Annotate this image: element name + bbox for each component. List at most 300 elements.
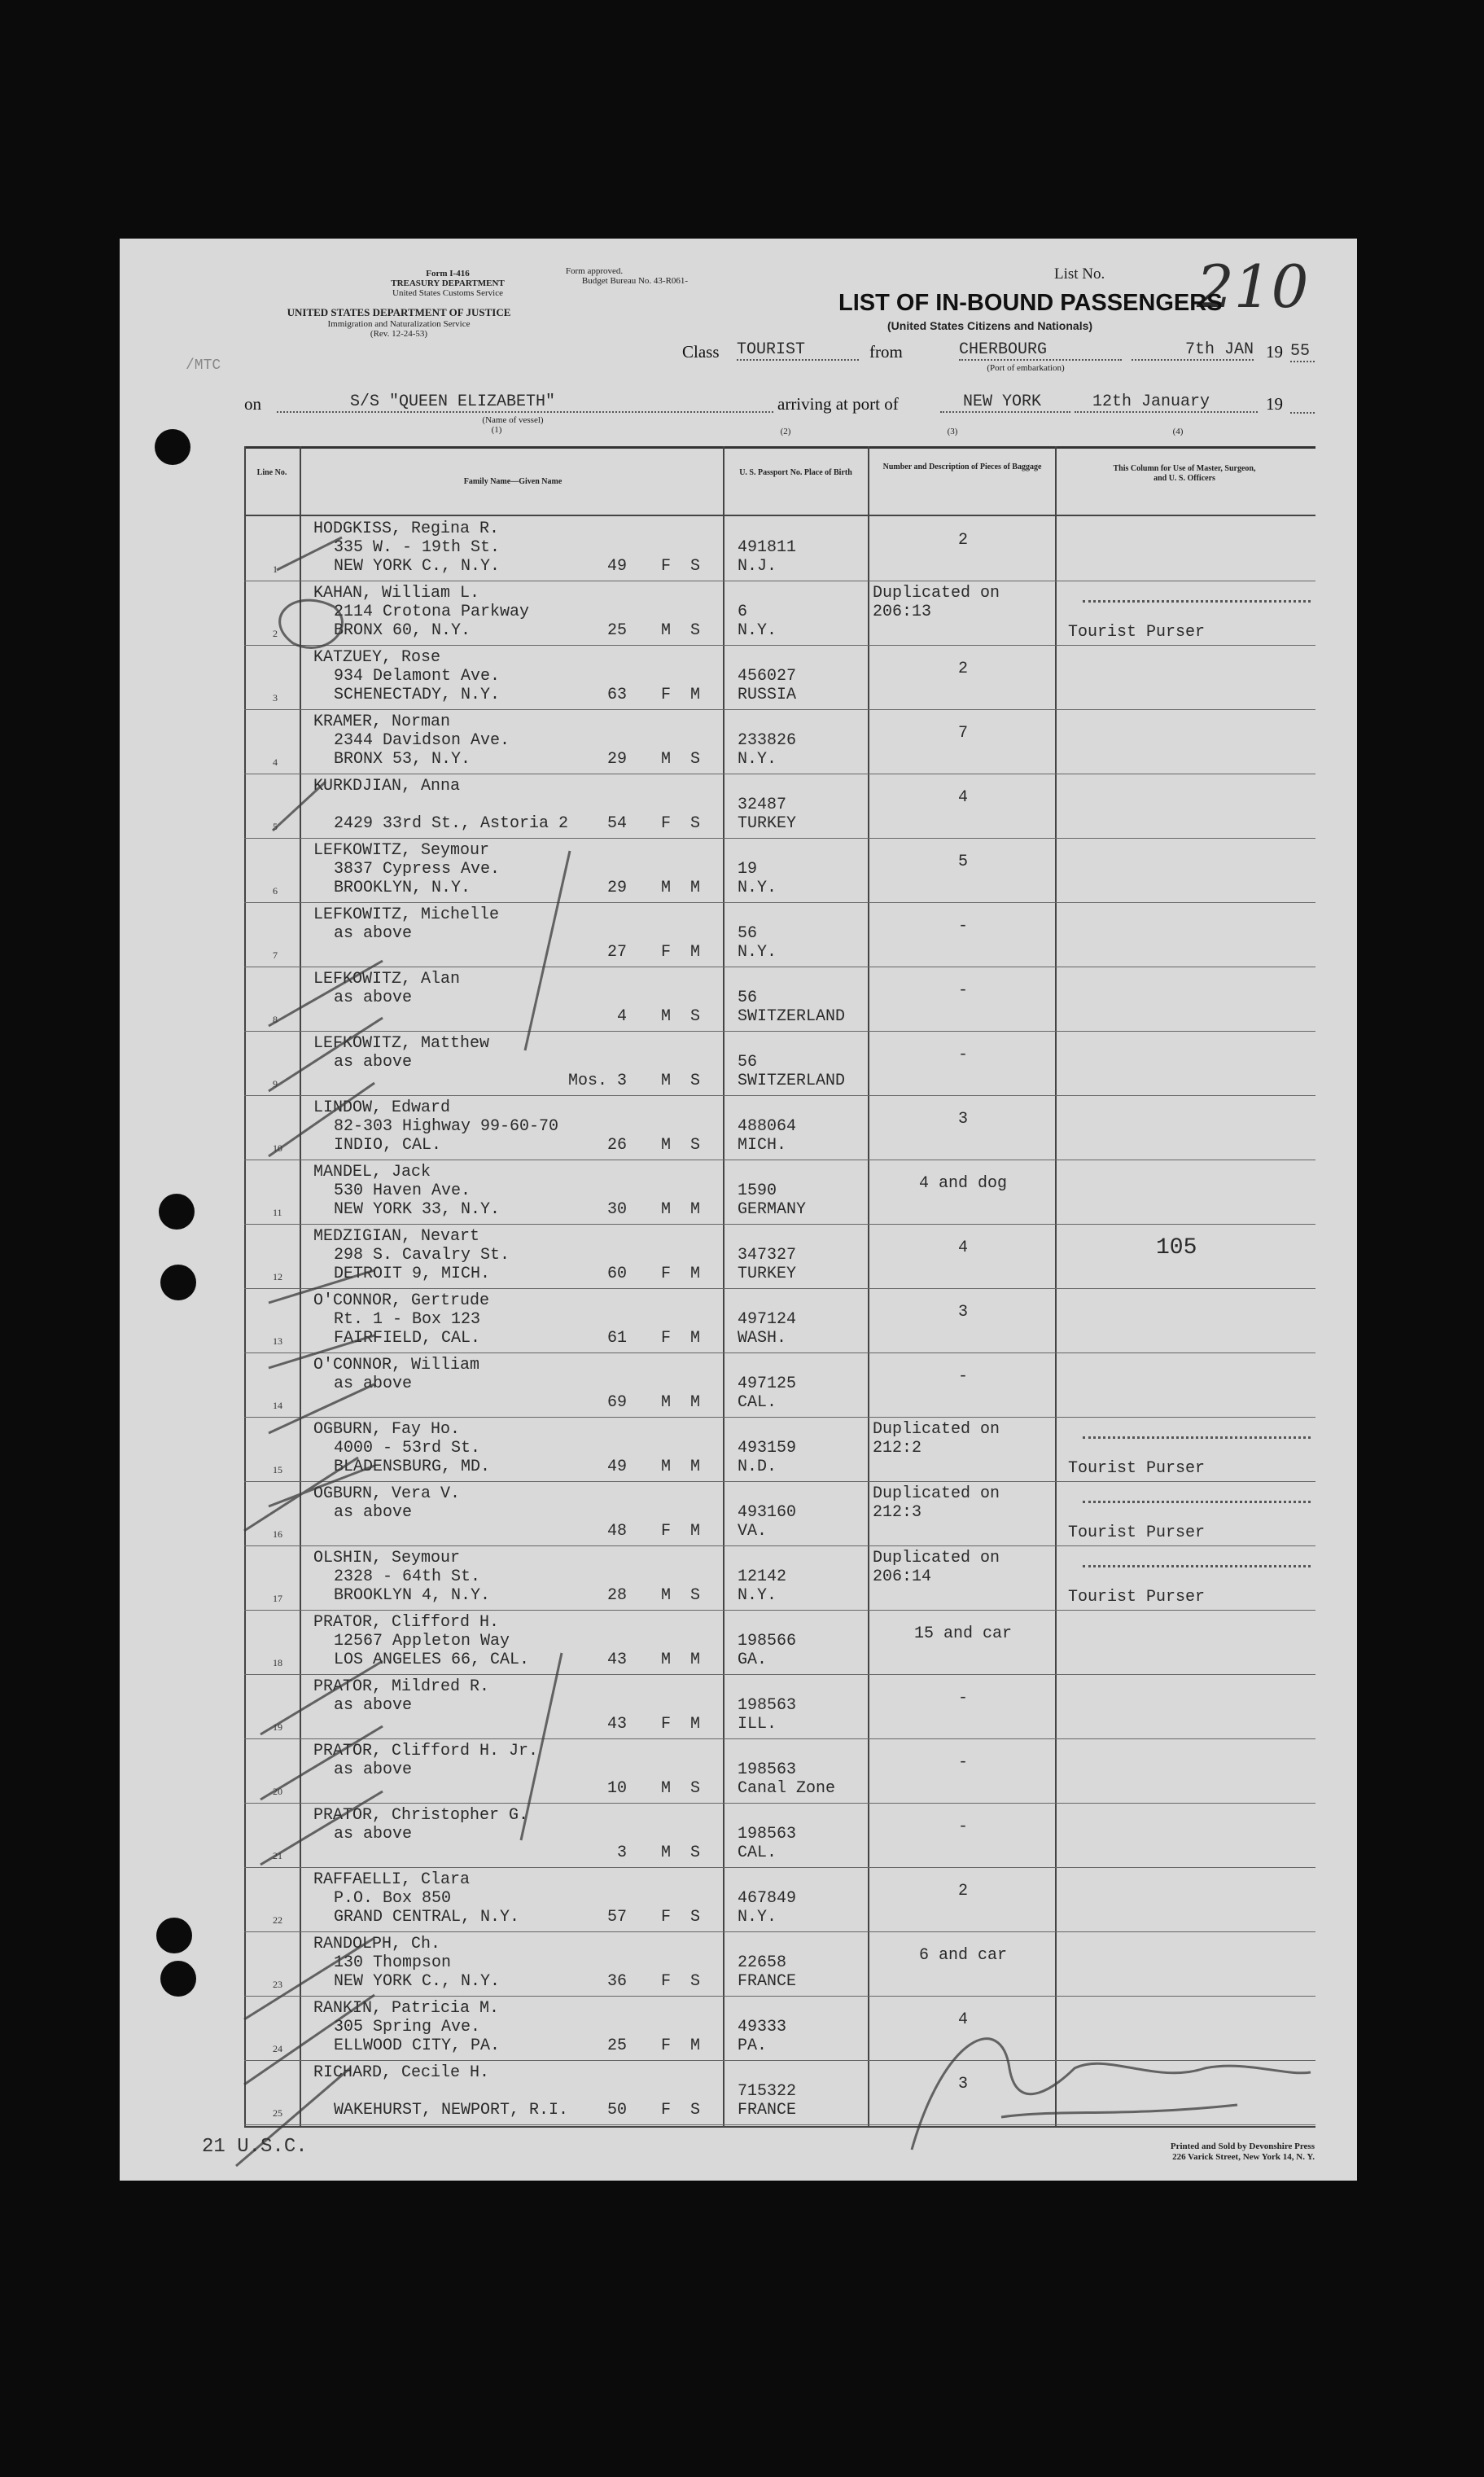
passport-number: 198563	[738, 1696, 797, 1715]
place-of-birth: N.Y.	[738, 750, 777, 769]
pencil-diagonal-stroke	[269, 961, 383, 1026]
pencil-diagonal-stroke	[269, 1466, 374, 1506]
baggage: 4	[957, 2010, 968, 2029]
pencil-diagonal-stroke	[269, 1384, 374, 1433]
ins-service: Immigration and Naturalization Service	[327, 319, 471, 329]
sex: M	[661, 879, 672, 897]
age: 3	[616, 1844, 627, 1862]
address-line-2: FAIRFIELD, CAL.	[334, 1329, 481, 1348]
budget-bureau: Budget Bureau No. 43-R061-	[581, 276, 689, 286]
marital-status: M	[690, 943, 701, 962]
officer-notation: Tourist Purser	[1068, 1459, 1206, 1478]
pencil-diagonal-stroke	[269, 1083, 374, 1156]
address-line-1: 82-303 Highway 99-60-70	[334, 1117, 559, 1136]
passport-number: 198566	[738, 1632, 797, 1651]
address-line-1: 530 Haven Ave.	[334, 1182, 471, 1200]
marital-status: M	[690, 1200, 701, 1219]
address-line-1: as above	[334, 924, 413, 943]
baggage: -	[957, 1046, 968, 1064]
passport-number: 56	[738, 924, 758, 943]
marital-status: M	[690, 1458, 701, 1476]
class-value: TOURIST	[737, 340, 859, 361]
age: 57	[606, 1908, 627, 1927]
address-line-1: Rt. 1 - Box 123	[334, 1310, 481, 1329]
sex: F	[661, 1329, 672, 1348]
pencil-diagonal-stroke	[269, 1018, 383, 1091]
age: 27	[606, 943, 627, 962]
address-line-2: SCHENECTADY, N.Y.	[334, 686, 501, 704]
marital-status: S	[690, 1586, 701, 1605]
marital-status: S	[690, 1007, 701, 1026]
place-of-birth: N.D.	[738, 1458, 777, 1476]
sex: M	[661, 1072, 672, 1090]
place-of-birth: N.Y.	[738, 943, 777, 962]
officer-notation: Tourist Purser	[1068, 1523, 1206, 1542]
marital-status: S	[690, 557, 701, 576]
line-number: 15	[273, 1464, 282, 1475]
passenger-name: RAFFAELLI, Clara	[313, 1870, 471, 1889]
address-line-2: ELLWOOD CITY, PA.	[334, 2036, 501, 2055]
marital-status: M	[690, 2036, 701, 2055]
passport-number: 1590	[738, 1182, 777, 1200]
passenger-name: LINDOW, Edward	[313, 1098, 451, 1117]
arrival-port: NEW YORK	[940, 392, 1070, 413]
age: 69	[606, 1393, 627, 1412]
marital-status: S	[690, 621, 701, 640]
line-number: 22	[273, 1914, 282, 1926]
address-line-2: 2429 33rd St., Astoria 2	[334, 814, 569, 833]
line-number: 9	[273, 1078, 278, 1089]
passport-number: 715322	[738, 2082, 797, 2101]
passport-number: 488064	[738, 1117, 797, 1136]
sex: M	[661, 621, 672, 640]
line-number: 20	[273, 1786, 282, 1797]
passenger-name: PRATOR, Clifford H.	[313, 1613, 500, 1632]
address-line-1: 2114 Crotona Parkway	[334, 603, 530, 621]
place-of-birth: N.Y.	[738, 1908, 777, 1927]
age: 10	[606, 1779, 627, 1798]
passenger-name: LEFKOWITZ, Seymour	[313, 841, 490, 860]
sex: M	[661, 1393, 672, 1412]
place-of-birth: GA.	[738, 1651, 768, 1669]
column-number-2: (2)	[780, 427, 791, 436]
place-of-birth: RUSSIA	[738, 686, 797, 704]
baggage: -	[957, 1817, 968, 1836]
age: 54	[606, 814, 627, 833]
place-of-birth: N.J.	[738, 557, 777, 576]
passenger-name: LEFKOWITZ, Matthew	[313, 1034, 490, 1053]
place-of-birth: VA.	[738, 1522, 768, 1541]
officer-notation: Tourist Purser	[1068, 1588, 1206, 1607]
age: 29	[606, 750, 627, 769]
passport-number: 49333	[738, 2018, 787, 2036]
address-line-1: 305 Spring Ave.	[334, 2018, 481, 2036]
marital-status: M	[690, 1265, 701, 1283]
passenger-name: O'CONNOR, William	[313, 1356, 480, 1374]
address-line-2: BRONX 53, N.Y.	[334, 750, 471, 769]
baggage: -	[957, 1689, 968, 1708]
passenger-name: RANKIN, Patricia M.	[313, 1999, 500, 2018]
line-number: 25	[273, 2107, 282, 2119]
vessel-caption: (Name of vessel)	[482, 415, 544, 425]
line-number: 18	[273, 1657, 282, 1668]
from-label: from	[869, 342, 903, 362]
footer-statute: 21 U.S.C.	[202, 2136, 308, 2158]
pencil-diagonal-stroke	[525, 851, 570, 1050]
line-number: 19	[273, 1721, 282, 1733]
column-number-3: (3)	[947, 427, 958, 436]
treasury-department: TREASURY DEPARTMENT	[391, 278, 505, 288]
place-of-birth: SWITZERLAND	[738, 1007, 846, 1026]
passenger-name: KURKDJIAN, Anna	[313, 777, 461, 796]
age: 63	[606, 686, 627, 704]
sex: F	[661, 2101, 672, 2120]
baggage: 2	[957, 660, 968, 678]
sex: F	[661, 557, 672, 576]
line-number: 2	[273, 628, 278, 639]
baggage: 3	[957, 1110, 968, 1129]
passenger-name: RICHARD, Cecile H.	[313, 2063, 490, 2082]
passenger-name: OLSHIN, Seymour	[313, 1549, 461, 1567]
printer-line-2: 226 Varick Street, New York 14, N. Y.	[1172, 2152, 1315, 2162]
place-of-birth: PA.	[738, 2036, 768, 2055]
passenger-name: PRATOR, Mildred R.	[313, 1677, 490, 1696]
passport-number: 493160	[738, 1503, 797, 1522]
marital-status: S	[690, 1072, 701, 1090]
place-of-birth: FRANCE	[738, 1972, 797, 1991]
baggage: Duplicated on 206:13	[873, 584, 1000, 621]
address-line-1: 3837 Cypress Ave.	[334, 860, 501, 879]
baggage: 6 and car	[918, 1946, 1008, 1965]
year-prefix-arrival: 19	[1266, 394, 1283, 414]
baggage: -	[957, 981, 968, 1000]
baggage: -	[957, 1367, 968, 1386]
age: 43	[606, 1715, 627, 1734]
place-of-birth: WASH.	[738, 1329, 787, 1348]
line-number: 7	[273, 949, 278, 961]
margin-note: /MTC	[186, 357, 221, 374]
place-of-birth: TURKEY	[738, 1265, 797, 1283]
address-line-1: 2344 Davidson Ave.	[334, 731, 510, 750]
marital-status: M	[690, 1522, 701, 1541]
passport-number: 467849	[738, 1889, 797, 1908]
address-line-1: as above	[334, 1825, 413, 1844]
address-line-1: as above	[334, 1760, 413, 1779]
passport-number: 347327	[738, 1246, 797, 1265]
baggage: 4	[957, 788, 968, 807]
line-number: 23	[273, 1979, 282, 1990]
sex: F	[661, 2036, 672, 2055]
age: 43	[606, 1651, 627, 1669]
address-line-1: as above	[334, 1696, 413, 1715]
age: 28	[606, 1586, 627, 1605]
address-line-2: LOS ANGELES 66, CAL.	[334, 1651, 530, 1669]
marital-status: M	[690, 879, 701, 897]
address-line-1: as above	[334, 1374, 413, 1393]
line-number: 5	[273, 821, 278, 832]
marital-status: S	[690, 1136, 701, 1155]
address-line-2: NEW YORK C., N.Y.	[334, 1972, 501, 1991]
passenger-name: HODGKISS, Regina R.	[313, 520, 500, 538]
passport-number: 6	[738, 603, 748, 621]
age: 48	[606, 1522, 627, 1541]
sex: F	[661, 1972, 672, 1991]
baggage-header: Number and Description of Pieces of Baggage	[882, 463, 1042, 471]
address-line-2: DETROIT 9, MICH.	[334, 1265, 491, 1283]
baggage: Duplicated on 206:14	[873, 1549, 1000, 1586]
column-number-4: (4)	[1172, 427, 1184, 436]
passport-number: 491811	[738, 538, 797, 557]
line-number: 6	[273, 885, 278, 897]
line-number: 17	[273, 1593, 282, 1604]
pencil-diagonal-stroke	[269, 1335, 374, 1368]
marital-status: S	[690, 2101, 701, 2120]
form-number: Form I-416	[426, 269, 470, 278]
arriving-label: arriving at port of	[777, 394, 899, 414]
address-line-1: as above	[334, 989, 413, 1007]
marital-status: M	[690, 1715, 701, 1734]
pencil-diagonal-stroke	[260, 1791, 383, 1865]
sex: M	[661, 1458, 672, 1476]
baggage: 15 and car	[913, 1624, 1013, 1643]
on-label: on	[244, 394, 261, 414]
line-number: 14	[273, 1400, 282, 1411]
marital-status: S	[690, 1908, 701, 1927]
passenger-name: LEFKOWITZ, Michelle	[313, 905, 500, 924]
age: 50	[606, 2101, 627, 2120]
line-number: 16	[273, 1528, 282, 1540]
address-line-1: 298 S. Cavalry St.	[334, 1246, 510, 1265]
sex: M	[661, 1136, 672, 1155]
passport-number: 19	[738, 860, 758, 879]
pencil-diagonal-stroke	[244, 1458, 358, 1531]
sex: M	[661, 1586, 672, 1605]
officer-notation: 105	[1156, 1235, 1197, 1260]
passenger-name: O'CONNOR, Gertrude	[313, 1291, 490, 1310]
baggage: 3	[957, 1303, 968, 1322]
embarkation-date: 7th JAN	[1132, 340, 1254, 361]
baggage: 4	[957, 1238, 968, 1257]
address-line-1: 12567 Appleton Way	[334, 1632, 510, 1651]
place-of-birth: FRANCE	[738, 2101, 797, 2120]
passport-number: 198563	[738, 1825, 797, 1844]
age: 25	[606, 2036, 627, 2055]
inspector-signature	[912, 2039, 1311, 2150]
port-caption: (Port of embarkation)	[987, 363, 1065, 373]
marital-status: S	[690, 1972, 701, 1991]
age: 60	[606, 1265, 627, 1283]
marital-status: M	[690, 1329, 701, 1348]
marital-status: S	[690, 750, 701, 769]
passenger-name: MEDZIGIAN, Nevart	[313, 1227, 480, 1246]
form-subtitle: (United States Citizens and Nationals)	[887, 319, 1093, 332]
place-of-birth: N.Y.	[738, 621, 777, 640]
passenger-name: OGBURN, Vera V.	[313, 1484, 461, 1503]
passport-number: 456027	[738, 667, 797, 686]
justice-department: UNITED STATES DEPARTMENT OF JUSTICE	[287, 306, 511, 318]
address-line-2: BLADENSBURG, MD.	[334, 1458, 491, 1476]
passport-number: 12142	[738, 1567, 787, 1586]
passport-number: 497124	[738, 1310, 797, 1329]
passport-number: 493159	[738, 1439, 797, 1458]
officer-notation: Tourist Purser	[1068, 623, 1206, 642]
line-number: 3	[273, 692, 278, 704]
age: 4	[616, 1007, 627, 1026]
sex: M	[661, 1651, 672, 1669]
officers-header: This Column for Use of Master, Surgeon, and U. S. Officers	[1113, 464, 1256, 483]
place-of-birth: N.Y.	[738, 879, 777, 897]
age: Mos. 3	[567, 1072, 627, 1090]
marital-status: M	[690, 1393, 701, 1412]
arrival-date: 12th January	[1075, 392, 1258, 413]
sex: M	[661, 1007, 672, 1026]
place-of-birth: MICH.	[738, 1136, 787, 1155]
sex: F	[661, 1265, 672, 1283]
age: 25	[606, 621, 627, 640]
column-number-1: (1)	[491, 425, 502, 435]
place-of-birth: CAL.	[738, 1844, 777, 1862]
sex: M	[661, 1200, 672, 1219]
passenger-name: KRAMER, Norman	[313, 712, 451, 731]
form-title: LIST OF IN-BOUND PASSENGERS	[838, 290, 1223, 316]
sex: M	[661, 1779, 672, 1798]
sex: F	[661, 1715, 672, 1734]
embarkation-year: 55	[1290, 342, 1315, 362]
age: 36	[606, 1972, 627, 1991]
baggage: 4 and dog	[918, 1174, 1008, 1193]
line-number: 13	[273, 1335, 282, 1347]
address-line-2: GRAND CENTRAL, N.Y.	[334, 1908, 520, 1927]
line-number: 11	[273, 1207, 282, 1218]
passenger-name: PRATOR, Christopher G.	[313, 1806, 529, 1825]
line-number: 24	[273, 2043, 282, 2054]
passenger-name: LEFKOWITZ, Alan	[313, 970, 461, 989]
address-line-1: 4000 - 53rd St.	[334, 1439, 481, 1458]
address-line-1: P.O. Box 850	[334, 1889, 452, 1908]
passport-number: 56	[738, 989, 758, 1007]
pencil-check-mark	[273, 782, 326, 831]
address-line-2: INDIO, CAL.	[334, 1136, 442, 1155]
age: 49	[606, 1458, 627, 1476]
address-line-2: NEW YORK 33, N.Y.	[334, 1200, 501, 1219]
passport-number: 198563	[738, 1760, 797, 1779]
family-name-header: Family Name—Given Name	[463, 477, 563, 486]
form-approved: Form approved.	[565, 266, 624, 276]
passport-number: 22658	[738, 1953, 787, 1972]
sex: F	[661, 1522, 672, 1541]
pencil-diagonal-stroke	[260, 1661, 383, 1734]
address-line-1: 2328 - 64th St.	[334, 1567, 481, 1586]
sex: F	[661, 686, 672, 704]
address-line-1: as above	[334, 1053, 413, 1072]
line-number: 10	[273, 1142, 282, 1154]
age: 49	[606, 557, 627, 576]
customs-service: United States Customs Service	[392, 288, 503, 298]
pencil-check-mark	[277, 537, 342, 570]
passport-number: 497125	[738, 1374, 797, 1393]
baggage: 5	[957, 853, 968, 871]
sex: F	[661, 943, 672, 962]
place-of-birth: Canal Zone	[738, 1779, 836, 1798]
address-line-2: NEW YORK C., N.Y.	[334, 557, 501, 576]
age: 29	[606, 879, 627, 897]
marital-status: S	[690, 1844, 701, 1862]
address-line-2: BROOKLYN, N.Y.	[334, 879, 471, 897]
passport-number: 233826	[738, 731, 797, 750]
printer-line-1: Printed and Sold by Devonshire Press	[1170, 2142, 1315, 2151]
address-line-1: 335 W. - 19th St.	[334, 538, 501, 557]
place-of-birth: CAL.	[738, 1393, 777, 1412]
revision-date: (Rev. 12-24-53)	[370, 329, 428, 339]
place-of-birth: ILL.	[738, 1715, 777, 1734]
pencil-diagonal-stroke	[260, 1726, 383, 1800]
class-label: Class	[682, 342, 720, 362]
age: 61	[606, 1329, 627, 1348]
marital-status: M	[690, 686, 701, 704]
baggage: -	[957, 1753, 968, 1772]
place-of-birth: N.Y.	[738, 1586, 777, 1605]
address-line-1: 130 Thompson	[334, 1953, 452, 1972]
age: 30	[606, 1200, 627, 1219]
pencil-diagonal-stroke	[521, 1653, 562, 1840]
passport-number: 32487	[738, 796, 787, 814]
line-number-header: Line No.	[256, 468, 287, 477]
baggage: Duplicated on 212:3	[873, 1484, 1000, 1522]
line-number: 21	[273, 1850, 282, 1861]
line-number: 4	[273, 756, 278, 768]
baggage: 3	[957, 2075, 968, 2093]
pencil-diagonal-stroke	[269, 1270, 374, 1303]
sex: M	[661, 750, 672, 769]
passenger-name: PRATOR, Clifford H. Jr.	[313, 1742, 539, 1760]
marital-status: S	[690, 1779, 701, 1798]
year-prefix-from: 19	[1266, 342, 1283, 362]
address-line-2: BRONX 60, N.Y.	[334, 621, 471, 640]
passenger-name: KAHAN, William L.	[313, 584, 480, 603]
line-number: 8	[273, 1014, 278, 1025]
baggage: 2	[957, 1882, 968, 1900]
address-line-2: WAKEHURST, NEWPORT, R.I.	[334, 2101, 569, 2120]
age: 26	[606, 1136, 627, 1155]
place-of-birth: TURKEY	[738, 814, 797, 833]
port-of-embarkation: CHERBOURG	[959, 340, 1122, 361]
place-of-birth: SWITZERLAND	[738, 1072, 846, 1090]
list-no-label: List No.	[1054, 265, 1105, 283]
baggage: Duplicated on 212:2	[873, 1420, 1000, 1458]
baggage: -	[957, 917, 968, 936]
address-line-1: 934 Delamont Ave.	[334, 667, 501, 686]
line-number: 12	[273, 1271, 282, 1282]
line-number: 1	[273, 563, 278, 575]
place-of-birth: GERMANY	[738, 1200, 807, 1219]
passenger-name: MANDEL, Jack	[313, 1163, 431, 1182]
sex: F	[661, 1908, 672, 1927]
baggage: 7	[957, 724, 968, 743]
passenger-name: OGBURN, Fay Ho.	[313, 1420, 461, 1439]
sex: F	[661, 814, 672, 833]
marital-status: M	[690, 1651, 701, 1669]
address-line-1: as above	[334, 1503, 413, 1522]
vessel-name: S/S "QUEEN ELIZABETH"	[277, 392, 773, 413]
pencil-circle-mark	[280, 600, 343, 647]
baggage: 2	[957, 531, 968, 550]
address-line-2: BROOKLYN 4, N.Y.	[334, 1586, 491, 1605]
list-number: 210	[1197, 252, 1309, 321]
passport-header: U. S. Passport No. Place of Birth	[739, 468, 852, 477]
sex: M	[661, 1844, 672, 1862]
passport-number: 56	[738, 1053, 758, 1072]
passenger-name: RANDOLPH, Ch.	[313, 1935, 441, 1953]
